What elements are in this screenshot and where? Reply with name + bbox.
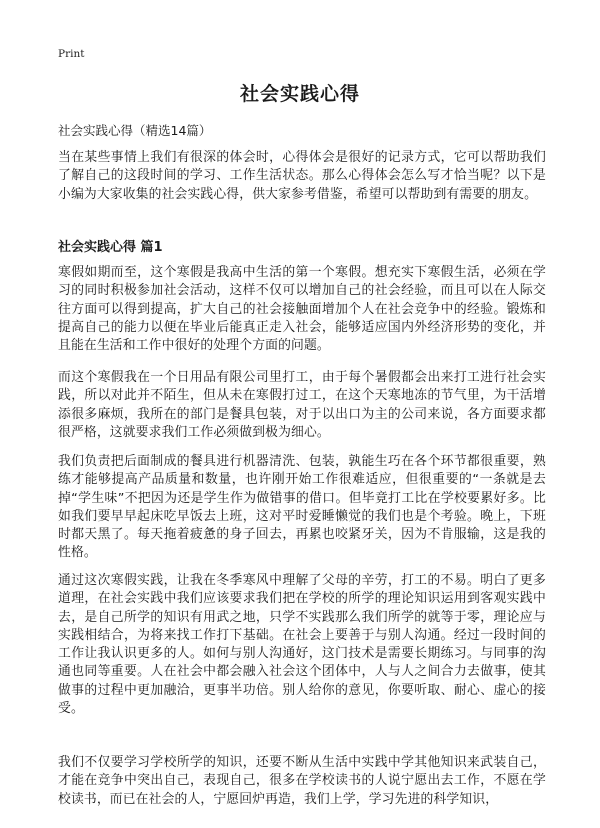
- document-subtitle: 社会实践心得（精选14篇）: [58, 123, 212, 138]
- intro-paragraph: 当在某些事情上我们有很深的体会时，心得体会是很好的记录方式，它可以帮助我们了解自己的这段时间的学习、工作生活状态。那么心得体会怎么写才恰当呢？以下是小编为大家收集的社会实践心得，供大家参考借鉴，希望可以帮助到有需要的朋友。: [58, 150, 546, 202]
- page-title: 社会实践心得: [239, 83, 360, 105]
- section-heading: 社会实践心得 篇1: [58, 240, 163, 255]
- body-paragraph-3: 我们负责把后面制成的餐具进行机器清洗、包装，孰能生巧在各个环节都很重要，熟练才能够提高产品质量和数量，也许刚开始工作很难适应，但很重要的“一条就是去掉“学生味”不把因为还是学生作为做错事的借口。但毕竟打工比在学校要累好多。比如我们要早早起床吃早饭去上班，这对平时爱睡懒觉的我们也是个考验。晚上，下班时都天黑了。每天拖着疲惫的身子回去，再累也咬紧牙关，因为不肯服输，这是我的性格。: [58, 454, 546, 561]
- print-link[interactable]: Print: [58, 48, 85, 60]
- body-paragraph-1: 寒假如期而至，这个寒假是我高中生活的第一个寒假。想充实下寒假生活，必须在学习的同时积极参加社会活动，这样不仅可以增加自己的社会经验，而且可以在人际交往方面可以得到提高，扩大自己的社会接触面增加个人在社会竞争中的经验。锻炼和提高自己的能力以便在毕业后能真正走入社会，能够适应国内外经济形势的变化，并且能在生活和工作中很好的处理个方面的问题。: [58, 265, 546, 354]
- body-paragraph-4: 通过这次寒假实践，让我在冬季寒风中理解了父母的辛劳，打工的不易。明白了更多道理，在社会实践中我们应该要求我们把在学校的所学的理论知识运用到客观实践中去，是自己所学的知识有用武之地，只学不实践那么我们所学的就等于零，理论应与实践相结合，为将来找工作打下基础。在社会上要善于与别人沟通。经过一段时间的工作让我认识更多的人。如何与别人沟通好，这门技术是需要长期练习。与同事的沟通也同等重要。人在社会中都会融入社会这个团体中，人与人之间合力去做事，使其做事的过程中更加融洽，更事半功倍。别人给你的意见，你要听取、耐心、虚心的接受。: [58, 573, 546, 717]
- body-paragraph-5: 我们不仅要学习学校所学的知识，还要不断从生活中实践中学其他知识来武装自己，才能在竞争中突出自己，表现自己，很多在学校读书的人说宁愿出去工作，不愿在学校读书，而已在社会的人，宁愿回炉再造，我们上学，学习先进的科学知识，: [58, 755, 546, 807]
- body-paragraph-2: 而这个寒假我在一个日用品有限公司里打工，由于每个暑假都会出来打工进行社会实践，所以对此并不陌生，但从未在寒假打过工，在这个天寒地冻的节气里，为干活增添很多麻烦，我所在的部门是餐具包装，对于以出口为主的公司来说，各方面要求都很严格，这就要求我们工作必须做到极为细心。: [58, 370, 546, 440]
